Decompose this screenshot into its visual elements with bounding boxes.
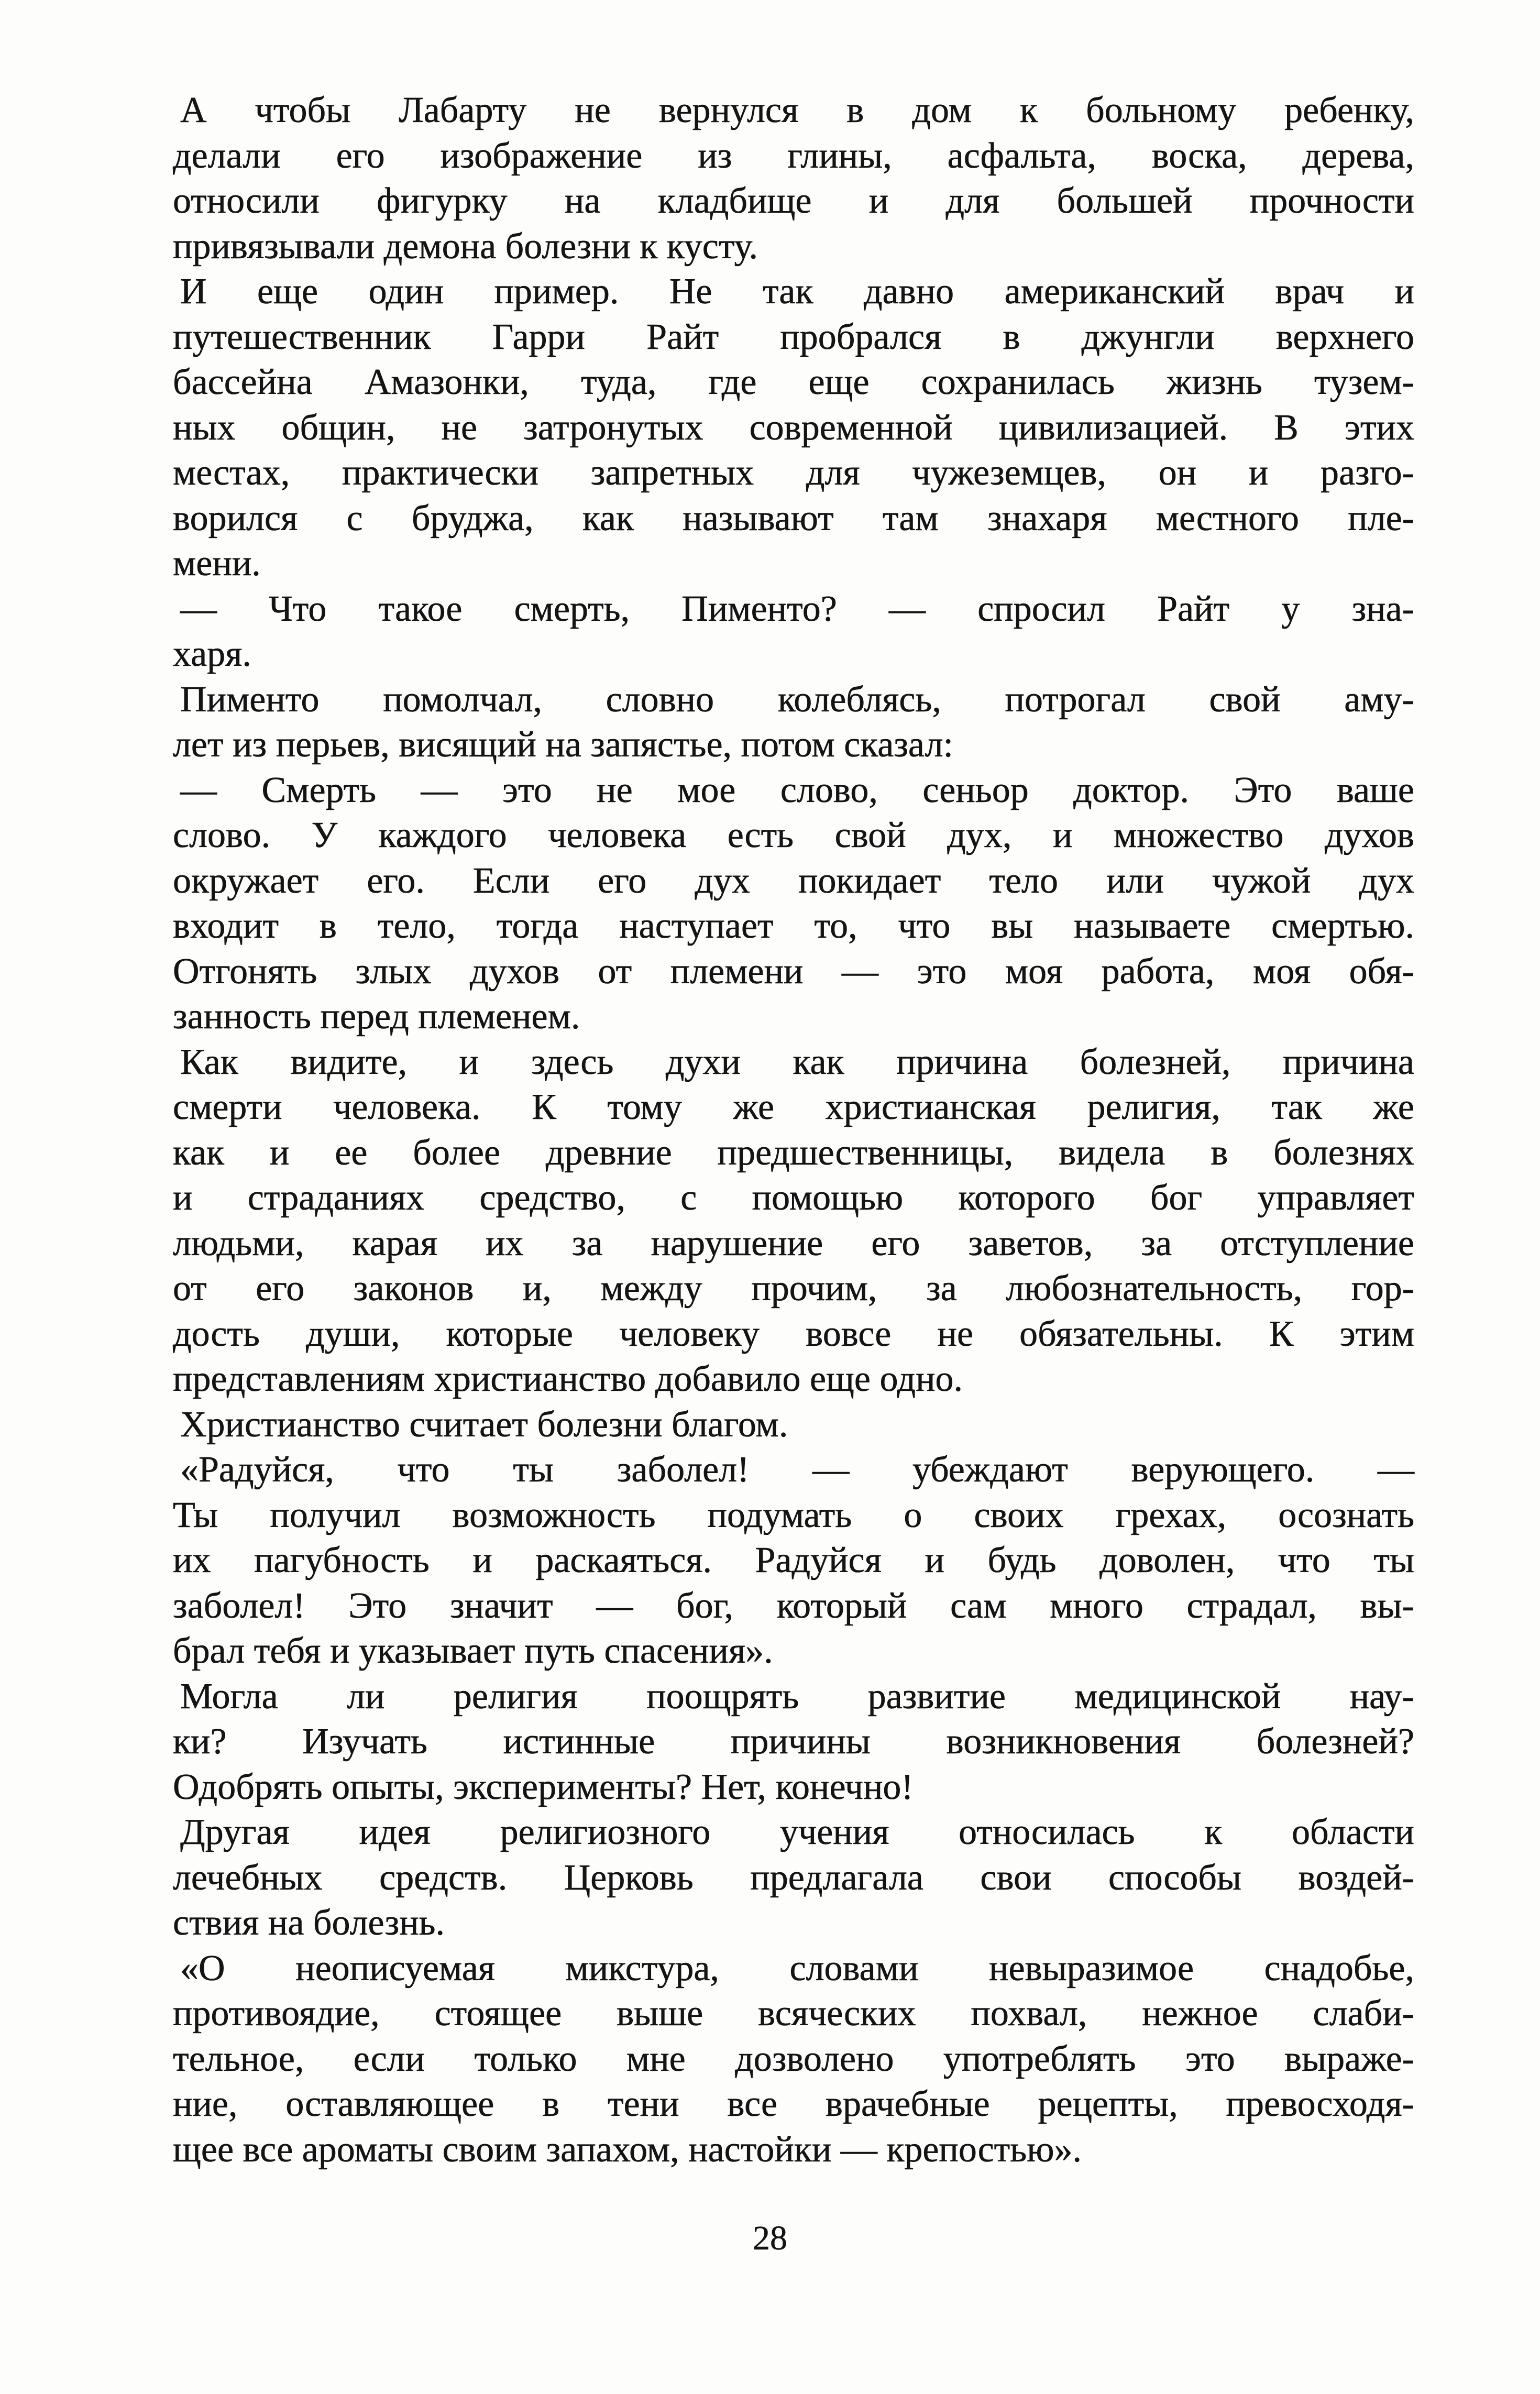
text-line: привязывали демона болезни к кусту. [173,226,758,267]
paragraph [173,1946,1414,2173]
text-line: ных общин, не затронутых современной цивилизацией. В этих [173,407,1414,448]
paragraph [173,1674,1414,1810]
text-line: путешественник Гарри Райт пробрался в джунгли верхнего [173,316,1414,357]
text-line: относили фигурку на кладбище и для большей прочности [173,181,1414,221]
text-line: «Радуйся, что ты заболел! — убеждают верующего. — [180,1449,1414,1490]
paragraph [173,587,1414,677]
text-line: — Смерть — это не мое слово, сеньор доктор. Это ваше [180,770,1414,810]
text-line: от его законов и, между прочим, за любознательность, гор- [173,1268,1414,1309]
text-line: Одобрять опыты, эксперименты? Нет, конечно! [173,1766,914,1807]
text-line: бассейна Амазонки, туда, где еще сохранилась жизнь тузем- [173,362,1414,402]
text-line: Могла ли религия поощрять развитие медицинской нау- [180,1676,1414,1717]
paragraph [173,1810,1414,1946]
text-line: Пименто помолчал, словно колеблясь, потрогал свой аму- [180,679,1414,720]
text-line: лет из перьев, висящий на запястье, потом сказал: [173,724,953,765]
text-line: их пагубность и раскаяться. Радуйся и будь доволен, что ты [173,1540,1414,1580]
text-line: мени. [173,543,261,584]
text-line: входит в тело, тогда наступает то, что вы называете смертью. [173,906,1414,946]
text-line: заболел! Это значит — бог, который сам много страдал, вы- [173,1585,1414,1626]
text-line: Как видите, и здесь духи как причина болезней, причина [180,1041,1414,1082]
text-line: местах, практически запретных для чужеземцев, он и разго- [173,453,1414,493]
text-line: ворился с бруджа, как называют там знахаря местного пле- [173,498,1414,539]
text-line: и страданиях средство, с помощью которого бог управляет [173,1178,1414,1218]
text-line: ки? Изучать истинные причины возникновения болезней? [173,1721,1414,1762]
text-line: «О неописуемая микстура, словами невыразимое снадобье, [180,1948,1414,1989]
text-line: дость души, которые человеку вовсе не обязательны. К этим [173,1313,1414,1354]
text-line: ние, оставляющее в тени все врачебные рецепты, превосходя- [173,2084,1414,2124]
paragraph [173,1402,1414,1448]
text-line: окружает его. Если его дух покидает тело или чужой дух [173,860,1414,901]
paragraph [173,1040,1414,1402]
text-line: людьми, карая их за нарушение его заветов, за отступление [173,1223,1414,1264]
text-line: харя. [173,634,251,674]
text-line: Отгонять злых духов от племени — это моя работа, моя обя- [173,951,1414,992]
text-line: Другая идея религиозного учения относилась к области [180,1812,1414,1852]
page-number: 28 [753,2219,787,2257]
paragraph [173,88,1414,269]
text-line: А чтобы Лабарту не вернулся в дом к больному ребенку, [180,90,1414,130]
text-column [173,88,1414,2172]
text-line: Христианство считает болезни благом. [180,1404,788,1445]
text-line: как и ее более древние предшественницы, видела в болезнях [173,1132,1414,1173]
text-line: смерти человека. К тому же христианская религия, так же [173,1087,1414,1127]
paragraph [173,269,1414,587]
text-line: щее все ароматы своим запахом, настойки — крепостью». [173,2129,1082,2170]
paragraph [173,677,1414,768]
text-line: тельное, если только мне дозволено употреблять это выраже- [173,2038,1414,2079]
text-line: — Что такое смерть, Пименто? — спросил Райт у зна- [180,588,1414,629]
paragraph [173,1447,1414,1674]
text-line: занность перед племенем. [173,996,580,1037]
text-line: И еще один пример. Не так давно американский врач и [180,271,1414,312]
text-line: делали его изображение из глины, асфальта, воска, дерева, [173,135,1414,176]
text-line: Ты получил возможность подумать о своих грехах, осознать [173,1495,1414,1535]
text-line: ствия на болезнь. [173,1903,445,1943]
text-line: представлениям христианство добавило еще одно. [173,1359,963,1399]
text-line: слово. У каждого человека есть свой дух, и множество духов [173,815,1414,855]
paragraph [173,768,1414,1040]
text-line: лечебных средств. Церковь предлагала свои способы воздей- [173,1857,1414,1898]
text-line: противоядие, стоящее выше всяческих похвал, нежное слаби- [173,1993,1414,2034]
text-line: брал тебя и указывает путь спасения». [173,1631,773,1671]
